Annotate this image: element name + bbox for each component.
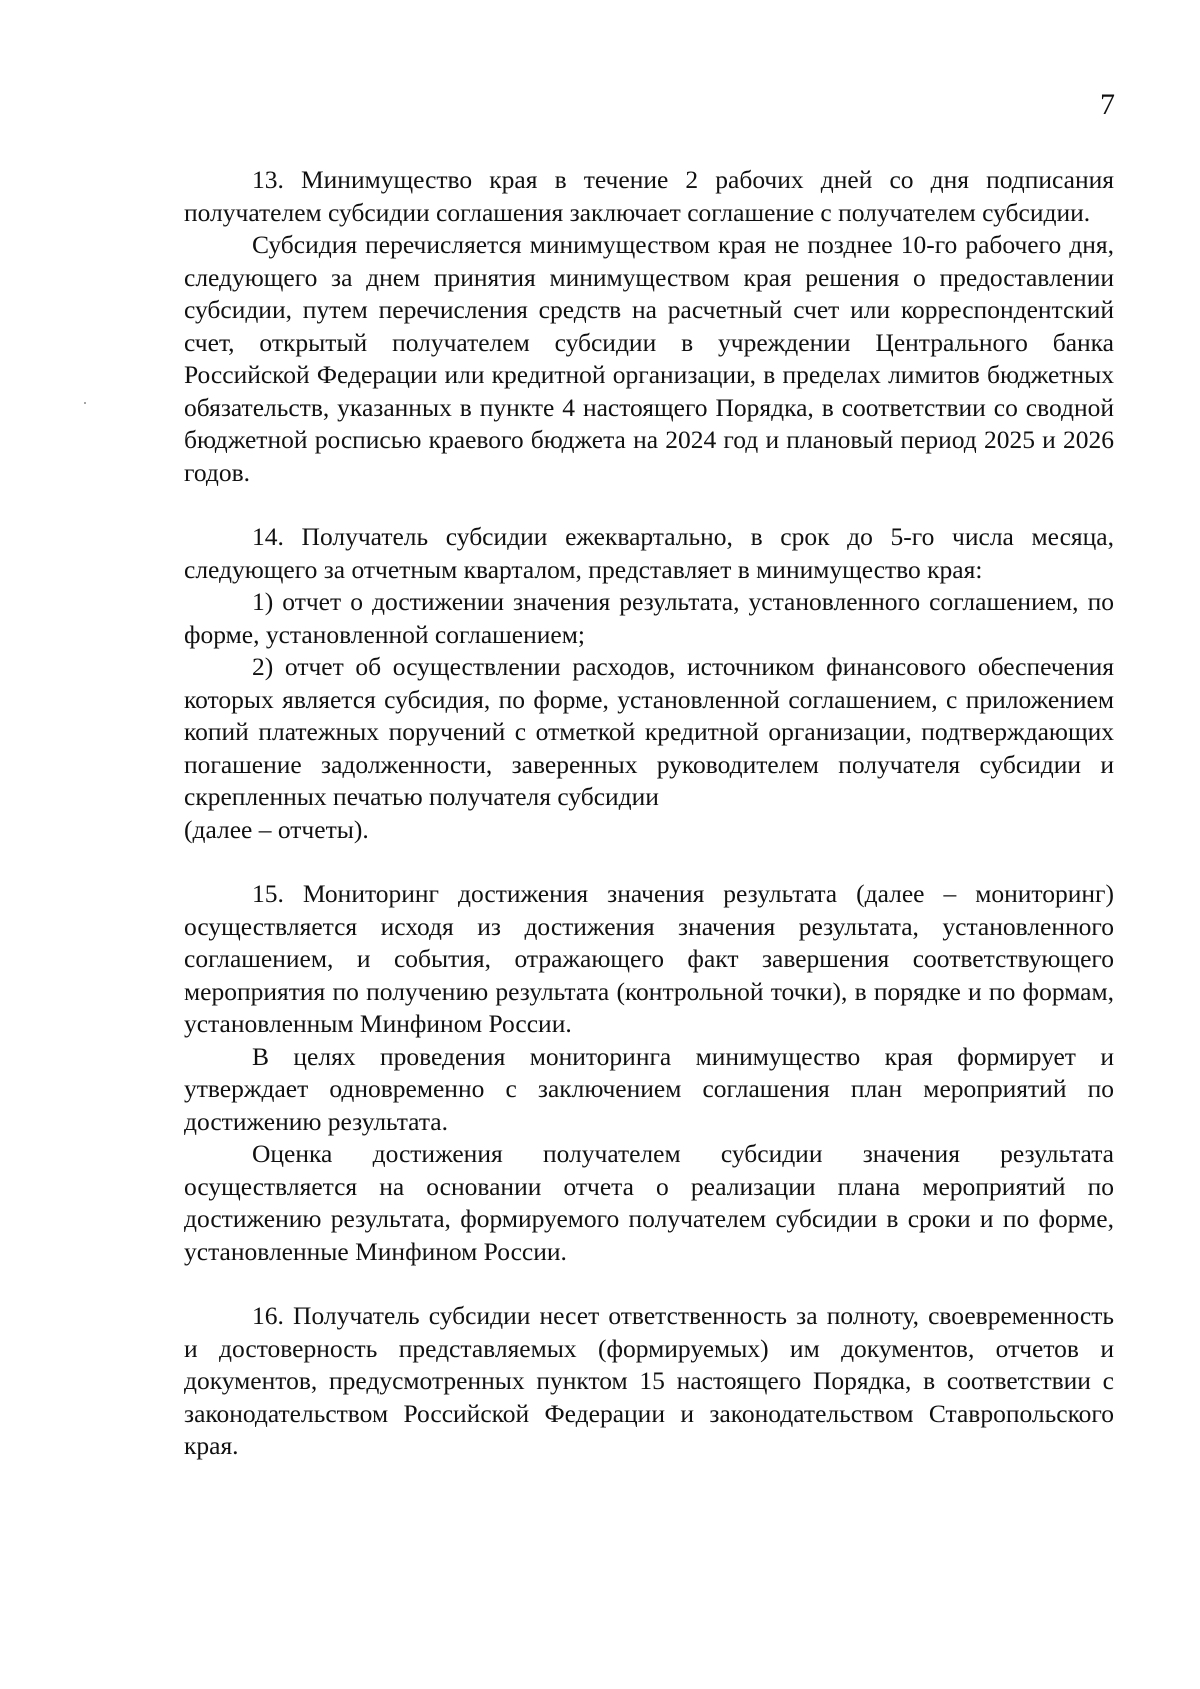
paragraph-15-assessment: Оценка достижения получателем субсидии значения результата осуществляется на основании отчета о реализации плана мероприятий по достижению результата, формируемого получателем субсидии в сроки и по форме, установленные Минфином России. <box>184 1139 1114 1266</box>
paragraph-14-note: (далее – отчеты). <box>184 814 369 844</box>
paragraph-16: 16. Получатель субсидии несет ответственность за полноту, своевременность и достоверность представляемых (формируемых) им документов, отчетов и документов, предусмотренных пунктом 15 настоящего Порядка, в соответствии с законодательством Российской Федерации и законодательством Ставропольского края. <box>184 1301 1114 1460</box>
paragraph-13: 13. Минимущество края в течение 2 рабочих дней со дня подписания получателем субсидии соглашения заключает соглашение с получателем субсидии. <box>184 165 1114 227</box>
paragraph-15: 15. Мониторинг достижения значения результата (далее – мониторинг) осуществляется исходя из достижения значения результата, установленного соглашением, и события, отражающего факт завершения соответствующего мероприятия по получению результата (контрольной точки), в порядке и по формам, установленным Минфином России. <box>184 879 1114 1038</box>
paragraph-15-monitoring-plan: В целях проведения мониторинга минимущество края формирует и утверждает одновременно с заключением соглашения план мероприятий по достижению результата. <box>184 1041 1114 1136</box>
paragraph-14-item-1: 1) отчет о достижении значения результата, установленного соглашением, по форме, установленной соглашением; <box>184 587 1114 649</box>
paragraph-14-item-2: 2) отчет об осуществлении расходов, источником финансового обеспечения которых является субсидия, по форме, установленной соглашением, с приложением копий платежных поручений с отметкой кредитной организации, подтверждающих погашение задолженности, заверенных руководителем получателя субсидии и скрепленных печатью получателя субсидии <box>184 652 1114 811</box>
paragraph-13-subsidy-transfer: Субсидия перечисляется минимуществом края не позднее 10-го рабочего дня, следующего за днем принятия минимуществом края решения о предоставлении субсидии, путем перечисления средств на расчетный счет или корреспондентский счет, открытый получателем субсидии в учреждении Центрального банка Российской Федерации или кредитной организации, в пределах лимитов бюджетных обязательств, указанных в пункте 4 настоящего Порядка, в соответствии со сводной бюджетной росписью краевого бюджета на 2024 год и плановый период 2025 и 2026 годов. <box>184 230 1114 487</box>
page-number: 7 <box>1100 88 1115 121</box>
scan-artifact-dot <box>84 402 86 404</box>
paragraph-14: 14. Получатель субсидии ежеквартально, в срок до 5-го числа месяца, следующего за отчетным кварталом, представляет в минимущество края: <box>184 522 1114 584</box>
document-body <box>184 164 1114 1463</box>
